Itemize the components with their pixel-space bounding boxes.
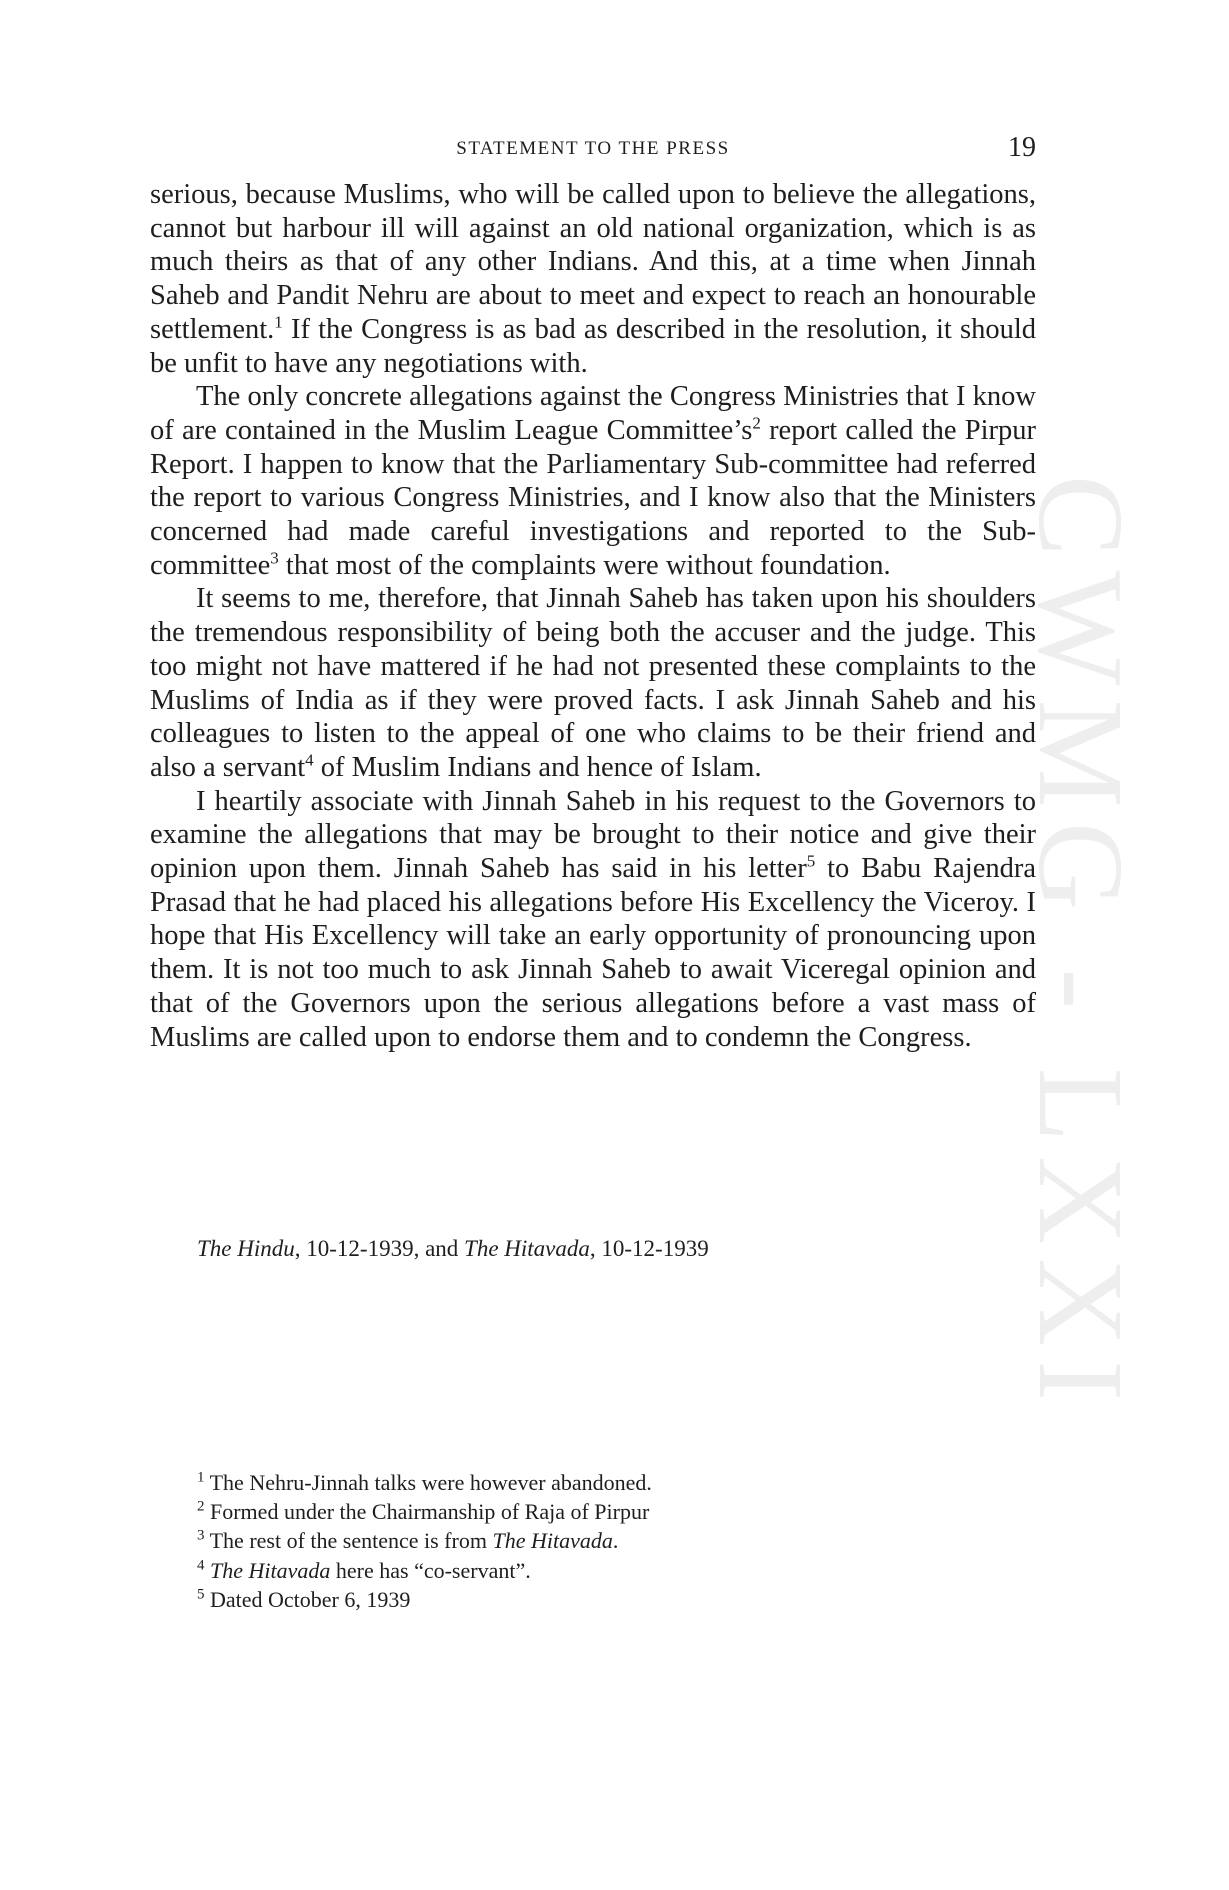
page-number: 19 (1008, 132, 1036, 163)
footnote-ref-3: 3 (270, 548, 279, 568)
source-date-2: , 10-12-1939 (589, 1236, 709, 1261)
paragraph-2-text-a: The only concrete allegations against the Congress Ministries that I know of are contained in the Muslim League Committee’s (150, 381, 1036, 446)
watermark-text: CWMG - LXXI (1013, 474, 1148, 1416)
footnote-mark: 3 (197, 1528, 205, 1545)
footnote-ref-5: 5 (806, 851, 816, 871)
footnote-4 (197, 1556, 652, 1585)
footnote-italic: The Hitavada (210, 1557, 331, 1583)
footnote-text: The Nehru-Jinnah talks were however abandoned. (209, 1470, 652, 1495)
footnote-text: Dated October 6, 1939 (210, 1586, 411, 1612)
paragraph-2 (150, 380, 1036, 582)
footnote-text: here has “co-servant”. (330, 1557, 531, 1583)
paragraph-1-text-a: serious, because Muslims, who will be called upon to believe the allegations, cannot but harbour ill will against an old national organization, which is as much theirs as that of any other Indians. And this, at a time when Jinnah Saheb and Pandit Nehru are about to meet and expect to reach an honourable settlement. (150, 179, 1036, 345)
paragraph-4-text-a: I heartily associate with Jinnah Saheb in his request to the Governors to examine the allegations that may be brought to their notice and give their opinion upon them. Jinnah Saheb has said in his letter (150, 785, 1036, 885)
footnote-5 (197, 1585, 652, 1614)
footnote-ref-1: 1 (274, 312, 283, 332)
paragraph-4-text-b: to Babu Rajendra Prasad that he had placed his allegations before His Excellency the Viceroy. I hope that His Excellency will take an early opportunity of pronouncing upon them. It is not too much to ask Jinnah Saheb to await Viceregal opinion and that of the Governors upon the serious allegations before a vast mass of Muslims are called upon to endorse them and to condemn the Congress. (150, 853, 1036, 1053)
paragraph-2-text-c: that most of the complaints were without foundation. (278, 549, 891, 581)
paragraph-3-text-a: It seems to me, therefore, that Jinnah Saheb has taken upon his shoulders the tremendous responsibility of being both the accuser and the judge. This too might not have mattered if he had not presented these complaints to the Muslims of India as if they were proved facts. I ask Jinnah Saheb and his colleagues to listen to the appeal of one who claims to be their friend and also a servant (150, 583, 1036, 783)
source-paper-2: The Hitavada (464, 1236, 590, 1261)
footnote-mark: 2 (197, 1498, 205, 1515)
body-text (150, 178, 1036, 1054)
footnote-2 (197, 1497, 652, 1526)
footnote-mark: 1 (197, 1469, 205, 1486)
footnote-text: Formed under the Chairmanship of Raja of Pirpur (210, 1499, 650, 1525)
footnote-mark: 4 (197, 1557, 205, 1574)
footnotes (197, 1468, 652, 1614)
paragraph-4 (150, 785, 1036, 1055)
paragraph-3 (150, 582, 1036, 784)
running-header (150, 132, 1036, 172)
source-paper-1: The Hindu (197, 1236, 295, 1261)
source-date-1: , 10-12-1939, and (294, 1236, 465, 1261)
paragraph-1 (150, 178, 1036, 380)
footnote-text: The rest of the sentence is from (209, 1528, 493, 1554)
paragraph-2-text-b: report called the Pirpur Report. I happen to know that the Parliamentary Sub-committee had referred the report to various Congress Ministries, and I know also that the Ministers concerned had made careful investigations and reported to the Sub-committee (150, 414, 1036, 581)
footnote-mark: 5 (197, 1586, 205, 1603)
running-title: STATEMENT TO THE PRESS (456, 138, 730, 159)
footnote-italic: The Hitavada (492, 1528, 613, 1554)
footnote-text-after: . (612, 1528, 619, 1554)
footnote-ref-4: 4 (305, 750, 314, 770)
paragraph-1-text-b: If the Congress is as bad as described in the resolution, it should be unfit to have any negotiations with. (150, 313, 1036, 379)
footnote-3 (197, 1526, 652, 1555)
paragraph-3-text-b: of Muslim Indians and hence of Islam. (313, 751, 762, 783)
footnote-ref-2: 2 (752, 413, 761, 433)
source-citation (197, 1236, 709, 1262)
footnote-1 (197, 1468, 652, 1497)
